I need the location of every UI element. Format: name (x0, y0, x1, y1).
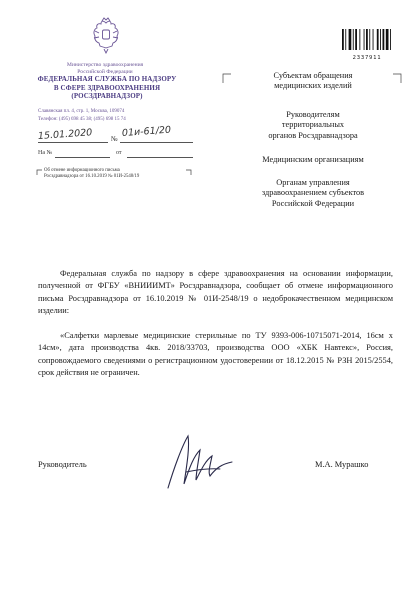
number-prefix: № (111, 135, 118, 143)
barcode-bars (342, 29, 392, 50)
recipient-block (238, 110, 388, 141)
ministry-name (40, 62, 170, 76)
barcode-number: 2337911 (352, 55, 382, 61)
address-block (38, 108, 183, 124)
regarding-line: Об отмене информационного письма (44, 168, 120, 173)
body-paragraph: «Салфетки марлевые медицинские стерильные по ТУ 9393-006-10715071-2014, 16см х 14см», дата производства 4кв. 2018/33703, производства ООО «ХБК Навтекс», Россия, сопровождаемого сведениями о регистрационном удостоверении от 18.12.2015 № РЗН 2015/2554, срок действия не ограничен. (38, 331, 393, 378)
recipient-line: здравоохранением субъектов (261, 188, 365, 198)
recipient-line: органов Росздравнадзора (268, 130, 358, 140)
outgoing-date: 15.01.2020 (37, 127, 93, 142)
body-paragraph: Федеральная служба по надзору в сфере здравоохранения на основании информации, полученной от ФГБУ «ВНИИИМТ» Росздравнадзора, сообщает об отмене информационного письма Росздравнадзора от 16.10.2019 № 01И-2548/19 о недоброкачественном медицинском изделии: (38, 269, 393, 316)
service-name (22, 75, 192, 101)
recipient-block (238, 71, 388, 92)
recipient-line: медицинских изделий (274, 81, 352, 91)
recipient-line: Российской Федерации (271, 198, 355, 208)
phone-line: Телефон: (495) 698 45 38; (495) 698 15 74 (38, 117, 126, 123)
recipient-block (238, 178, 388, 209)
barcode (342, 29, 392, 61)
signatory-title: Руководитель (38, 460, 87, 469)
handwritten-signature (160, 428, 240, 498)
ministry-line: Министерство здравоохранения (66, 62, 144, 68)
address-line: Славянская пл. 4, стр. 1, Москва, 109074 (38, 109, 125, 114)
outgoing-number: 01и-61/20 (121, 124, 172, 139)
recipient-line: территориальных (281, 120, 345, 130)
reply-from-label: от (116, 150, 122, 156)
signatory-name: М.А. Мурашко (315, 460, 369, 469)
recipient-line: Медицинским организациям (262, 155, 364, 164)
recipient-line: Руководителям (286, 110, 340, 119)
service-line: В СФЕРЕ ЗДРАВООХРАНЕНИЯ (53, 83, 161, 92)
service-line: (РОСЗДРАВНАДЗОР) (71, 92, 143, 101)
reply-to-label: На № (38, 150, 53, 156)
emblem-icon (91, 17, 121, 55)
recipient-line: Органам управления (276, 178, 350, 187)
ministry-line: Российской Федерации (77, 68, 133, 75)
regarding-line: Росздравнадзора от 16.10.2019 № 01И-2548/19 (44, 174, 140, 180)
recipient-block (238, 155, 388, 165)
recipient-line: Субъектам обращения (273, 71, 353, 80)
service-line: ФЕДЕРАЛЬНАЯ СЛУЖБА ПО НАДЗОРУ (37, 75, 177, 83)
regarding-text (44, 168, 194, 181)
